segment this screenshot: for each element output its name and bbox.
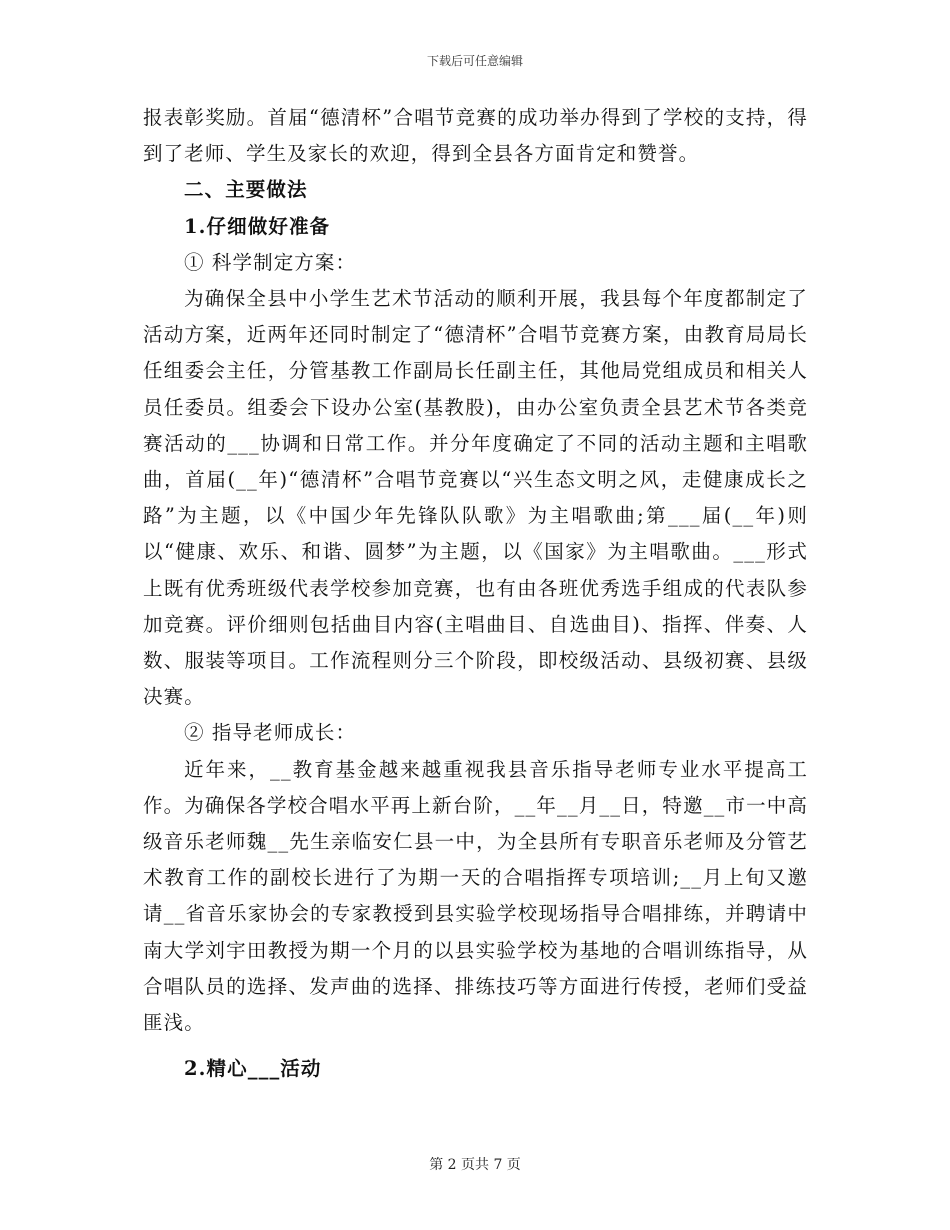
page-header: 下载后可任意编辑 xyxy=(426,54,523,68)
paragraph-continuation: 报表彰奖励。首届“德清杯”合唱节竞赛的成功举办得到了学校的支持，得到了老师、学生及家长的欢迎，得到全县各方面肯定和赞誉。 xyxy=(143,106,808,166)
page-number: 第 2 页共 7 页 xyxy=(429,1157,521,1173)
paragraph: 近年来，__教育基金越来越重视我县音乐指导老师专业水平提高工作。为确保各学校合唱水平再上新台阶，__年__月__日，特邀__市一中高级音乐老师魏__先生亲临安仁县一中，为全县所有专职音乐老师及分管艺术教育工作的副校长进行了为期一天的合唱指挥专项培训;__月上旬又邀请__省音乐家协会的专家教授到县实验学校现场指导合唱排练，并聘请中南大学刘宇田教授为期一个月的以县实验学校为基地的合唱训练指导，从合唱队员的选择、发声曲的选择、排练技巧等方面进行传授，老师们受益匪浅。 xyxy=(143,757,808,1035)
section-heading: 二、主要做法 xyxy=(184,178,308,202)
paragraph: 为确保全县中小学生艺术节活动的顺利开展，我县每个年度都制定了活动方案，近两年还同时制定了“德清杯”合唱节竞赛方案，由教育局局长任组委会主任，分管基教工作副局长任副主任，其他局党组成员和相关人员任委员。组委会下设办公室(基教股)，由办公室负责全县艺术节各类竞赛活动的___协调和日常工作。并分年度确定了不同的活动主题和主唱歌曲，首届(__年)“德清杯”合唱节竞赛以“兴生态文明之风，走健康成长之路”为主题，以《中国少年先锋队队歌》为主唱歌曲;第___届(__年)则以“健康、欢乐、和谐、圆梦”为主题，以《国家》为主唱歌曲。___形式上既有优秀班级代表学校参加竞赛，也有由各班优秀选手组成的代表队参加竞赛。评价细则包括曲目内容(主唱曲目、自选曲目)、指挥、伴奏、人数、服装等项目。工作流程则分三个阶段，即校级活动、县级初赛、县级决赛。 xyxy=(143,287,808,709)
subsection-heading: 2.精心___活动 xyxy=(184,1057,322,1081)
document-body xyxy=(143,100,808,1087)
item-heading: ② 指导老师成长： xyxy=(184,721,357,745)
item-heading: ① 科学制定方案： xyxy=(184,250,357,274)
subsection-heading: 1.仔细做好准备 xyxy=(184,214,331,238)
